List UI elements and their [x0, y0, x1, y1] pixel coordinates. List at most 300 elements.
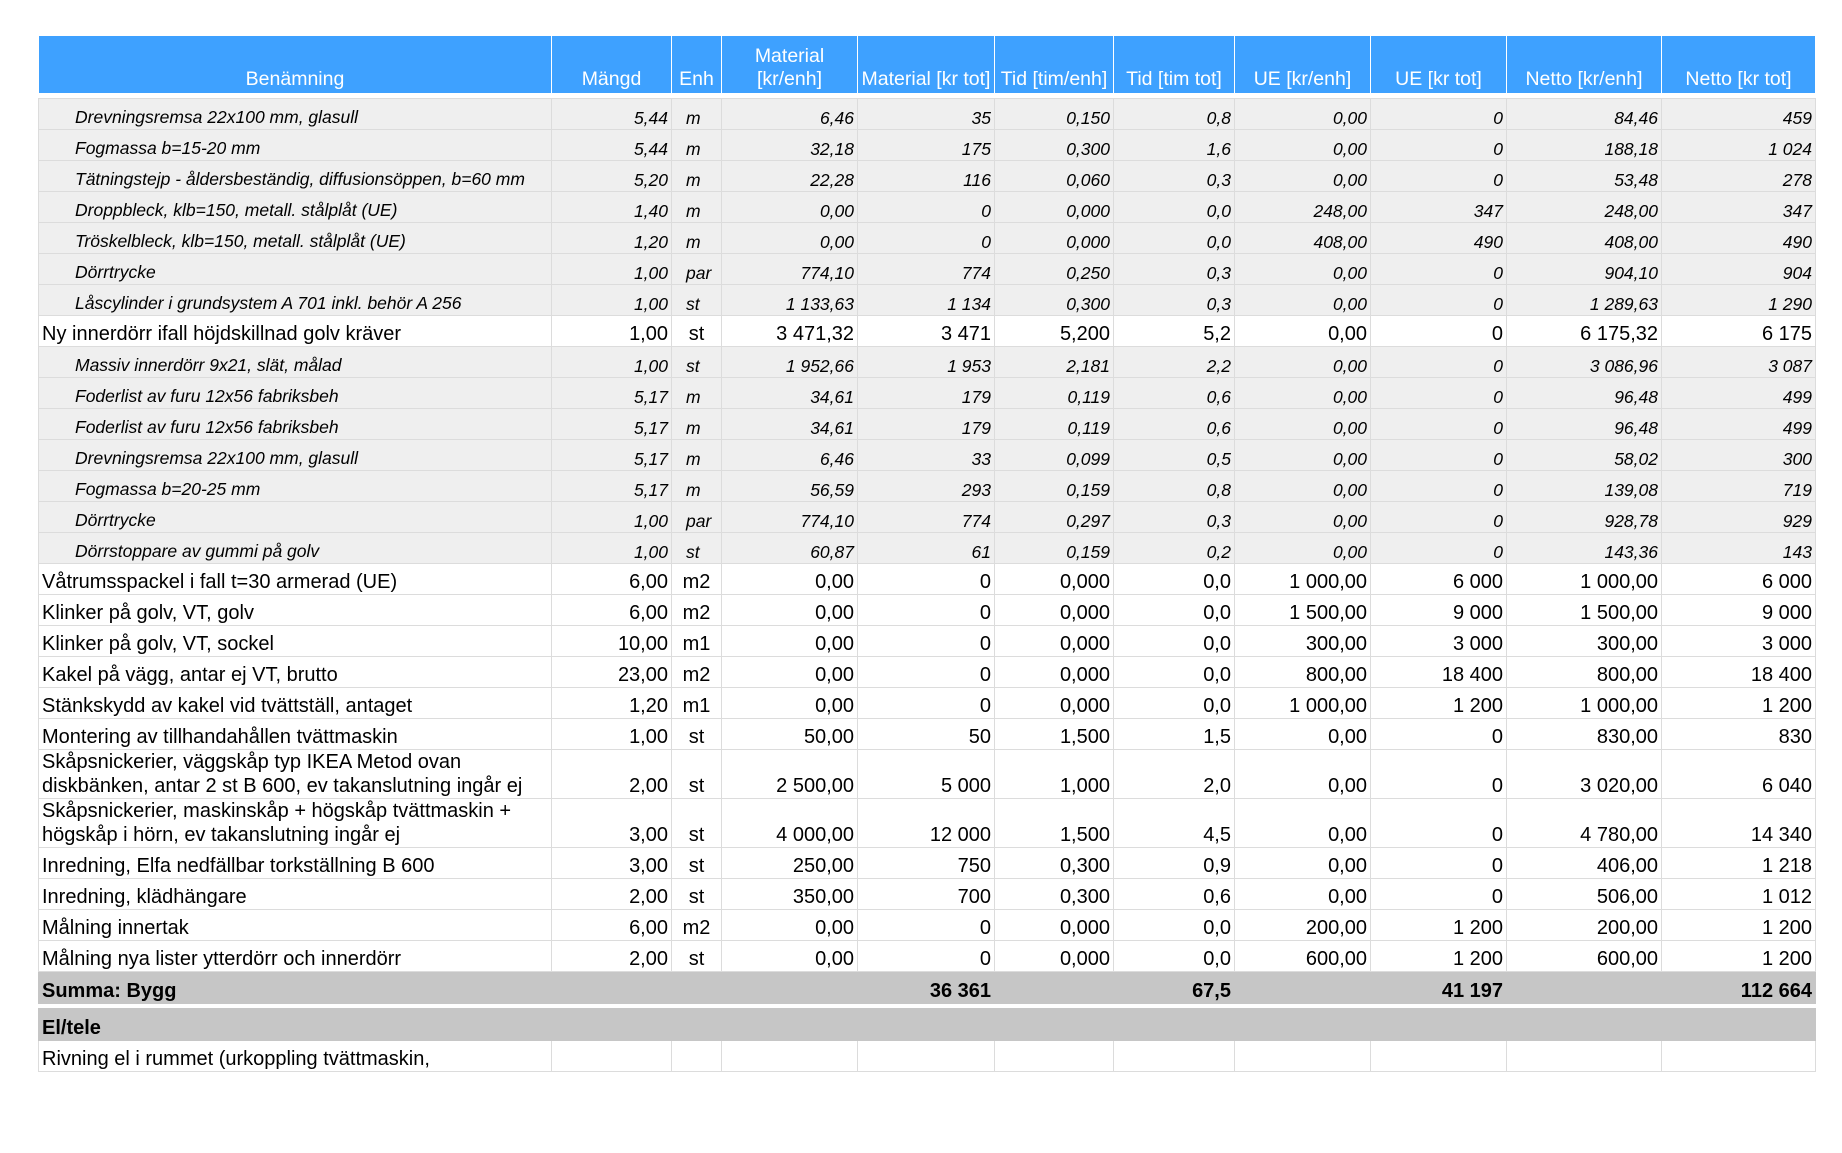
sub-item-row[interactable]: [39, 161, 1816, 192]
material-enh-cell: 0,00: [722, 192, 858, 223]
mangd-cell: 23,00: [552, 657, 672, 688]
netto-tot-cell: 1 012: [1662, 879, 1816, 910]
mangd-cell: 5,44: [552, 130, 672, 161]
material-enh-cell: 50,00: [722, 719, 858, 750]
netto-enh-cell: 96,48: [1507, 378, 1662, 409]
material-tot-cell: 0: [858, 223, 995, 254]
row-name: Skåpsnickerier, väggskåp typ IKEA Metod ovan diskbänken, antar 2 st B 600, ev takanslutning ingår ej: [39, 750, 552, 799]
material-tot-cell: 50: [858, 719, 995, 750]
ue-enh-cell: 0,00: [1235, 409, 1371, 440]
sub-item-row[interactable]: [39, 471, 1816, 502]
row-name: Foderlist av furu 12x56 fabriksbeh: [39, 378, 552, 409]
mangd-cell: 6,00: [552, 910, 672, 941]
enh-cell: m: [672, 99, 722, 130]
material-tot-cell: 774: [858, 502, 995, 533]
mangd-cell: 6,00: [552, 595, 672, 626]
netto-enh-cell: 300,00: [1507, 626, 1662, 657]
sub-item-row[interactable]: [39, 99, 1816, 130]
netto-enh-cell: 4 780,00: [1507, 799, 1662, 848]
tid-tot-cell: 0,9: [1114, 848, 1235, 879]
netto-enh-cell: 84,46: [1507, 99, 1662, 130]
enh-cell: st: [672, 750, 722, 799]
netto-tot-cell: 1 290: [1662, 285, 1816, 316]
tid-tot-cell: 0,3: [1114, 285, 1235, 316]
ue-enh-cell: 0,00: [1235, 378, 1371, 409]
tid-enh-cell: 1,500: [995, 799, 1114, 848]
ue-enh-cell: 0,00: [1235, 848, 1371, 879]
material-tot-cell: 116: [858, 161, 995, 192]
row-name: Fogmassa b=20-25 mm: [39, 471, 552, 502]
enh-cell: m2: [672, 910, 722, 941]
material-enh-cell: 3 471,32: [722, 316, 858, 347]
netto-tot-cell: 1 218: [1662, 848, 1816, 879]
enh-cell: m: [672, 161, 722, 192]
row-name: Tätningstejp - åldersbeständig, diffusionsöppen, b=60 mm: [39, 161, 552, 192]
netto-tot-cell: 904: [1662, 254, 1816, 285]
summary-empty-cell: [552, 972, 672, 1004]
col-header-tid-tot[interactable]: Tid [tim tot]: [1114, 36, 1235, 94]
enh-cell: par: [672, 254, 722, 285]
mangd-cell: 1,20: [552, 688, 672, 719]
ue-enh-cell: 0,00: [1235, 471, 1371, 502]
mangd-cell: 2,00: [552, 879, 672, 910]
estimate-table: [38, 35, 1816, 1072]
col-header-ue-tot[interactable]: UE [kr tot]: [1371, 36, 1507, 94]
mangd-cell: 1,40: [552, 192, 672, 223]
material-enh-cell: 774,10: [722, 254, 858, 285]
mangd-cell: 2,00: [552, 750, 672, 799]
table-row[interactable]: [39, 657, 1816, 688]
tid-enh-cell: 2,181: [995, 347, 1114, 378]
material-tot-cell: 179: [858, 378, 995, 409]
netto-tot-cell: 830: [1662, 719, 1816, 750]
netto-enh-cell: 830,00: [1507, 719, 1662, 750]
table-row[interactable]: [39, 595, 1816, 626]
table-row[interactable]: [39, 910, 1816, 941]
material-enh-cell: 0,00: [722, 657, 858, 688]
section-header-row[interactable]: [39, 1009, 1816, 1041]
netto-tot-cell: 3 000: [1662, 626, 1816, 657]
mangd-cell: 10,00: [552, 626, 672, 657]
tid-tot-cell: 0,8: [1114, 99, 1235, 130]
cell: [1235, 1041, 1371, 1072]
header-row: [39, 36, 1816, 94]
table-row[interactable]: [39, 750, 1816, 799]
col-header-netto-enh[interactable]: Netto [kr/enh]: [1507, 36, 1662, 94]
material-tot-cell: 1 953: [858, 347, 995, 378]
enh-cell: st: [672, 848, 722, 879]
tid-enh-cell: 0,000: [995, 941, 1114, 972]
table-row[interactable]: [39, 316, 1816, 347]
summary-empty-cell: [722, 972, 858, 1004]
ue-enh-cell: 800,00: [1235, 657, 1371, 688]
enh-cell: m2: [672, 564, 722, 595]
col-header-netto-tot[interactable]: Netto [kr tot]: [1662, 36, 1816, 94]
netto-tot-cell: 499: [1662, 409, 1816, 440]
ue-tot-cell: 9 000: [1371, 595, 1507, 626]
summary-row[interactable]: [39, 972, 1816, 1004]
enh-cell: st: [672, 719, 722, 750]
enh-cell: m2: [672, 595, 722, 626]
enh-cell: m2: [672, 657, 722, 688]
cell: [1114, 1041, 1235, 1072]
tid-tot-cell: 0,6: [1114, 378, 1235, 409]
material-tot-cell: 1 134: [858, 285, 995, 316]
row-name: Stänkskydd av kakel vid tvättställ, antaget: [39, 688, 552, 719]
ue-enh-cell: 0,00: [1235, 502, 1371, 533]
netto-enh-cell: 1 000,00: [1507, 688, 1662, 719]
tid-tot-cell: 0,3: [1114, 161, 1235, 192]
cell: [995, 1041, 1114, 1072]
row-name: Fogmassa b=15-20 mm: [39, 130, 552, 161]
sub-item-row[interactable]: [39, 533, 1816, 564]
tid-enh-cell: 1,500: [995, 719, 1114, 750]
mangd-cell: 1,00: [552, 285, 672, 316]
row-name: Rivning el i rummet (urkoppling tvättmaskin,: [39, 1041, 552, 1072]
netto-enh-cell: 408,00: [1507, 223, 1662, 254]
material-tot-cell: 0: [858, 626, 995, 657]
enh-cell: m1: [672, 626, 722, 657]
col-header-ue-enh[interactable]: UE [kr/enh]: [1235, 36, 1371, 94]
table-row[interactable]: [39, 626, 1816, 657]
material-tot-cell: 0: [858, 688, 995, 719]
netto-enh-cell: 96,48: [1507, 409, 1662, 440]
netto-tot-cell: 278: [1662, 161, 1816, 192]
netto-enh-cell: 58,02: [1507, 440, 1662, 471]
ue-enh-cell: 0,00: [1235, 161, 1371, 192]
ue-enh-cell: 248,00: [1235, 192, 1371, 223]
ue-tot-cell: 0: [1371, 719, 1507, 750]
row-name: Våtrumsspackel i fall t=30 armerad (UE): [39, 564, 552, 595]
tid-tot-cell: 0,0: [1114, 626, 1235, 657]
ue-tot-cell: 1 200: [1371, 910, 1507, 941]
tid-enh-cell: 0,300: [995, 285, 1114, 316]
material-enh-cell: 1 133,63: [722, 285, 858, 316]
tid-tot-cell: 2,0: [1114, 750, 1235, 799]
tid-enh-cell: 1,000: [995, 750, 1114, 799]
netto-enh-cell: 1 000,00: [1507, 564, 1662, 595]
material-tot-cell: 774: [858, 254, 995, 285]
enh-cell: par: [672, 502, 722, 533]
col-header-tid-enh[interactable]: Tid [tim/enh]: [995, 36, 1114, 94]
row-name: Tröskelbleck, klb=150, metall. stålplåt (UE): [39, 223, 552, 254]
netto-enh-cell: 406,00: [1507, 848, 1662, 879]
netto-tot-cell: 14 340: [1662, 799, 1816, 848]
col-header-material-enh[interactable]: Material [kr/enh]: [722, 36, 858, 94]
netto-enh-cell: 3 086,96: [1507, 347, 1662, 378]
material-enh-cell: 250,00: [722, 848, 858, 879]
table-row[interactable]: [39, 564, 1816, 595]
cell: [672, 1041, 722, 1072]
mangd-cell: 3,00: [552, 848, 672, 879]
netto-enh-cell: 188,18: [1507, 130, 1662, 161]
ue-tot-cell: 0: [1371, 471, 1507, 502]
tid-tot-cell: 0,0: [1114, 223, 1235, 254]
tid-tot-cell: 1,6: [1114, 130, 1235, 161]
mangd-cell: 5,17: [552, 440, 672, 471]
col-header-benamning[interactable]: Benämning: [39, 36, 552, 94]
ue-tot-cell: 0: [1371, 285, 1507, 316]
col-header-material-tot[interactable]: Material [kr tot]: [858, 36, 995, 94]
enh-cell: st: [672, 799, 722, 848]
ue-tot-cell: 0: [1371, 879, 1507, 910]
netto-enh-cell: 928,78: [1507, 502, 1662, 533]
material-enh-cell: 774,10: [722, 502, 858, 533]
summary-empty-cell: [1507, 972, 1662, 1004]
material-enh-cell: 22,28: [722, 161, 858, 192]
summary-ue-tot: 41 197: [1371, 972, 1507, 1004]
material-enh-cell: 6,46: [722, 440, 858, 471]
sub-item-row[interactable]: [39, 223, 1816, 254]
enh-cell: st: [672, 879, 722, 910]
material-enh-cell: 350,00: [722, 879, 858, 910]
mangd-cell: 5,17: [552, 409, 672, 440]
tid-enh-cell: 0,099: [995, 440, 1114, 471]
row-name: Inredning, klädhängare: [39, 879, 552, 910]
row-name: Foderlist av furu 12x56 fabriksbeh: [39, 409, 552, 440]
table-body: [39, 94, 1816, 972]
estimate-sheet: [38, 35, 1815, 1072]
col-header-enh[interactable]: Enh: [672, 36, 722, 94]
netto-enh-cell: 904,10: [1507, 254, 1662, 285]
sub-item-row[interactable]: [39, 409, 1816, 440]
material-tot-cell: 0: [858, 657, 995, 688]
sub-item-row[interactable]: [39, 440, 1816, 471]
ue-tot-cell: 0: [1371, 440, 1507, 471]
enh-cell: m1: [672, 688, 722, 719]
table-row[interactable]: [39, 848, 1816, 879]
row-name: Massiv innerdörr 9x21, slät, målad: [39, 347, 552, 378]
tid-enh-cell: 0,250: [995, 254, 1114, 285]
mangd-cell: 1,00: [552, 254, 672, 285]
material-enh-cell: 4 000,00: [722, 799, 858, 848]
enh-cell: m: [672, 192, 722, 223]
tid-enh-cell: 0,300: [995, 879, 1114, 910]
section-label: El/tele: [39, 1009, 1816, 1041]
ue-enh-cell: 0,00: [1235, 347, 1371, 378]
material-tot-cell: 175: [858, 130, 995, 161]
sub-item-row[interactable]: [39, 254, 1816, 285]
tid-tot-cell: 0,8: [1114, 471, 1235, 502]
tid-enh-cell: 0,000: [995, 595, 1114, 626]
ue-enh-cell: 0,00: [1235, 533, 1371, 564]
table-footer: [39, 972, 1816, 1072]
enh-cell: m: [672, 130, 722, 161]
material-tot-cell: 0: [858, 564, 995, 595]
netto-tot-cell: 9 000: [1662, 595, 1816, 626]
row-name: Klinker på golv, VT, golv: [39, 595, 552, 626]
tid-tot-cell: 0,0: [1114, 910, 1235, 941]
summary-material-tot: 36 361: [858, 972, 995, 1004]
netto-tot-cell: 1 024: [1662, 130, 1816, 161]
tid-enh-cell: 0,159: [995, 471, 1114, 502]
tid-tot-cell: 0,0: [1114, 688, 1235, 719]
tid-tot-cell: 0,0: [1114, 564, 1235, 595]
ue-enh-cell: 0,00: [1235, 285, 1371, 316]
material-enh-cell: 0,00: [722, 941, 858, 972]
tid-tot-cell: 0,2: [1114, 533, 1235, 564]
row-name: Dörrtrycke: [39, 502, 552, 533]
ue-tot-cell: 0: [1371, 254, 1507, 285]
material-enh-cell: 0,00: [722, 910, 858, 941]
netto-enh-cell: 53,48: [1507, 161, 1662, 192]
ue-enh-cell: 0,00: [1235, 799, 1371, 848]
summary-empty-cell: [1235, 972, 1371, 1004]
table-row[interactable]: [39, 879, 1816, 910]
row-name: Inredning, Elfa nedfällbar torkställning B 600: [39, 848, 552, 879]
netto-enh-cell: 143,36: [1507, 533, 1662, 564]
table-row[interactable]: [39, 688, 1816, 719]
tid-tot-cell: 0,0: [1114, 595, 1235, 626]
material-tot-cell: 33: [858, 440, 995, 471]
tid-tot-cell: 2,2: [1114, 347, 1235, 378]
ue-enh-cell: 0,00: [1235, 719, 1371, 750]
ue-enh-cell: 200,00: [1235, 910, 1371, 941]
material-tot-cell: 61: [858, 533, 995, 564]
tid-tot-cell: 0,6: [1114, 879, 1235, 910]
material-tot-cell: 0: [858, 910, 995, 941]
row-name: Drevningsremsa 22x100 mm, glasull: [39, 440, 552, 471]
ue-enh-cell: 600,00: [1235, 941, 1371, 972]
material-tot-cell: 0: [858, 595, 995, 626]
netto-enh-cell: 248,00: [1507, 192, 1662, 223]
ue-tot-cell: 0: [1371, 347, 1507, 378]
table-row[interactable]: [39, 941, 1816, 972]
tid-enh-cell: 0,297: [995, 502, 1114, 533]
netto-tot-cell: 490: [1662, 223, 1816, 254]
sub-item-row[interactable]: [39, 192, 1816, 223]
ue-enh-cell: 1 000,00: [1235, 688, 1371, 719]
tid-enh-cell: 5,200: [995, 316, 1114, 347]
netto-tot-cell: 18 400: [1662, 657, 1816, 688]
netto-tot-cell: 143: [1662, 533, 1816, 564]
mangd-cell: 2,00: [552, 941, 672, 972]
netto-enh-cell: 3 020,00: [1507, 750, 1662, 799]
netto-tot-cell: 499: [1662, 378, 1816, 409]
material-enh-cell: 56,59: [722, 471, 858, 502]
ue-enh-cell: 1 000,00: [1235, 564, 1371, 595]
material-enh-cell: 0,00: [722, 626, 858, 657]
ue-tot-cell: 490: [1371, 223, 1507, 254]
row-name: Målning nya lister ytterdörr och innerdörr: [39, 941, 552, 972]
table-row[interactable]: [39, 719, 1816, 750]
netto-tot-cell: 1 200: [1662, 910, 1816, 941]
ue-tot-cell: 18 400: [1371, 657, 1507, 688]
material-tot-cell: 293: [858, 471, 995, 502]
row-name: Skåpsnickerier, maskinskåp + högskåp tvättmaskin + högskåp i hörn, ev takanslutning ingår ej: [39, 799, 552, 848]
netto-enh-cell: 139,08: [1507, 471, 1662, 502]
row-name: Montering av tillhandahållen tvättmaskin: [39, 719, 552, 750]
material-enh-cell: 60,87: [722, 533, 858, 564]
ue-enh-cell: 0,00: [1235, 750, 1371, 799]
mangd-cell: 1,20: [552, 223, 672, 254]
tid-enh-cell: 0,150: [995, 99, 1114, 130]
summary-empty-cell: [995, 972, 1114, 1004]
enh-cell: m: [672, 378, 722, 409]
tid-enh-cell: 0,000: [995, 626, 1114, 657]
ue-tot-cell: 1 200: [1371, 941, 1507, 972]
enh-cell: st: [672, 941, 722, 972]
summary-tid-tot: 67,5: [1114, 972, 1235, 1004]
enh-cell: m: [672, 409, 722, 440]
mangd-cell: 1,00: [552, 719, 672, 750]
material-tot-cell: 5 000: [858, 750, 995, 799]
mangd-cell: 5,20: [552, 161, 672, 192]
material-enh-cell: 34,61: [722, 378, 858, 409]
table-row[interactable]: [39, 1041, 1816, 1072]
sub-item-row[interactable]: [39, 502, 1816, 533]
ue-enh-cell: 0,00: [1235, 99, 1371, 130]
cell: [1507, 1041, 1662, 1072]
ue-tot-cell: 0: [1371, 502, 1507, 533]
netto-tot-cell: 3 087: [1662, 347, 1816, 378]
ue-tot-cell: 0: [1371, 533, 1507, 564]
netto-tot-cell: 300: [1662, 440, 1816, 471]
tid-enh-cell: 0,159: [995, 533, 1114, 564]
ue-enh-cell: 1 500,00: [1235, 595, 1371, 626]
enh-cell: m: [672, 471, 722, 502]
mangd-cell: 1,00: [552, 316, 672, 347]
netto-enh-cell: 600,00: [1507, 941, 1662, 972]
row-name: Dörrtrycke: [39, 254, 552, 285]
material-enh-cell: 2 500,00: [722, 750, 858, 799]
ue-tot-cell: 0: [1371, 848, 1507, 879]
tid-enh-cell: 0,000: [995, 223, 1114, 254]
sub-item-row[interactable]: [39, 130, 1816, 161]
tid-tot-cell: 0,5: [1114, 440, 1235, 471]
material-enh-cell: 0,00: [722, 595, 858, 626]
sub-item-row[interactable]: [39, 285, 1816, 316]
ue-enh-cell: 300,00: [1235, 626, 1371, 657]
ue-enh-cell: 0,00: [1235, 316, 1371, 347]
summary-netto-tot: 112 664: [1662, 972, 1816, 1004]
col-header-mangd[interactable]: Mängd: [552, 36, 672, 94]
ue-tot-cell: 0: [1371, 378, 1507, 409]
row-name: Låscylinder i grundsystem A 701 inkl. behör A 256: [39, 285, 552, 316]
enh-cell: m: [672, 223, 722, 254]
cell: [1662, 1041, 1816, 1072]
material-tot-cell: 35: [858, 99, 995, 130]
cell: [1371, 1041, 1507, 1072]
netto-tot-cell: 929: [1662, 502, 1816, 533]
ue-tot-cell: 0: [1371, 130, 1507, 161]
netto-tot-cell: 719: [1662, 471, 1816, 502]
cell: [722, 1041, 858, 1072]
ue-enh-cell: 0,00: [1235, 130, 1371, 161]
material-enh-cell: 0,00: [722, 564, 858, 595]
material-tot-cell: 700: [858, 879, 995, 910]
tid-tot-cell: 0,0: [1114, 192, 1235, 223]
sub-item-row[interactable]: [39, 347, 1816, 378]
sub-item-row[interactable]: [39, 378, 1816, 409]
mangd-cell: 1,00: [552, 502, 672, 533]
row-name: Klinker på golv, VT, sockel: [39, 626, 552, 657]
material-tot-cell: 3 471: [858, 316, 995, 347]
ue-tot-cell: 3 000: [1371, 626, 1507, 657]
material-enh-cell: 34,61: [722, 409, 858, 440]
ue-tot-cell: 347: [1371, 192, 1507, 223]
ue-tot-cell: 6 000: [1371, 564, 1507, 595]
netto-enh-cell: 6 175,32: [1507, 316, 1662, 347]
tid-enh-cell: 0,060: [995, 161, 1114, 192]
tid-tot-cell: 0,6: [1114, 409, 1235, 440]
netto-enh-cell: 200,00: [1507, 910, 1662, 941]
tid-enh-cell: 0,000: [995, 688, 1114, 719]
material-tot-cell: 0: [858, 941, 995, 972]
mangd-cell: 5,17: [552, 378, 672, 409]
row-name: Ny innerdörr ifall höjdskillnad golv kräver: [39, 316, 552, 347]
table-row[interactable]: [39, 799, 1816, 848]
